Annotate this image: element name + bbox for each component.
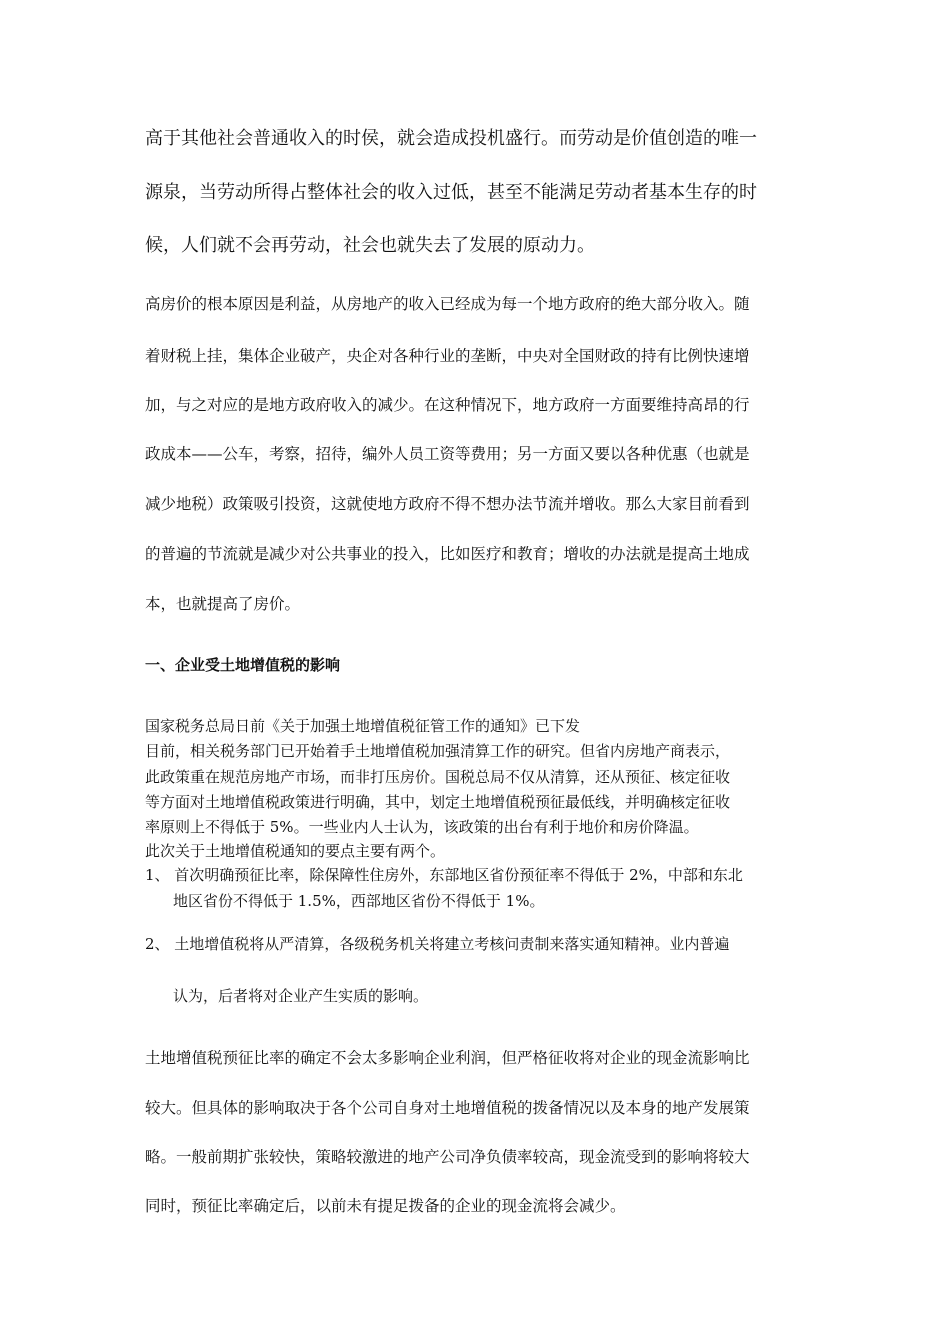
paragraph-line: 高于其他社会普通收入的时侯，就会造成投机盛行。而劳动是价值创造的唯一 (145, 128, 757, 149)
paragraph-line: 政成本——公车，考察，招待，编外人员工资等费用；另一方面又要以各种优惠（也就是 (145, 445, 750, 463)
paragraph-line: 等方面对土地增值税政策进行明确，其中，划定土地增值税预征最低线，并明确核定征收 (145, 793, 731, 811)
paragraph-line: 国家税务总局日前《关于加强土地增值税征管工作的通知》已下发 (145, 717, 581, 735)
paragraph-line: 减少地税）政策吸引投资，这就使地方政府不得不想办法节流并增收。那么大家目前看到 (145, 495, 750, 513)
paragraph-line: 此次关于土地增值税通知的要点主要有两个。 (145, 842, 446, 860)
paragraph-line: 本，也就提高了房价。 (145, 595, 301, 613)
section-heading: 一、企业受土地增值税的影响 (145, 656, 341, 674)
paragraph-line: 此政策重在规范房地产市场，而非打压房价。国税总局不仅从清算，还从预征、核定征收 (145, 768, 731, 786)
list-item-line: 2、 土地增值税将从严清算，各级税务机关将建立考核问责制来落实通知精神。业内普遍 (145, 935, 730, 953)
paragraph-line: 土地增值税预征比率的确定不会太多影响企业利润，但严格征收将对企业的现金流影响比 (145, 1049, 750, 1067)
list-item-line: 1、 首次明确预征比率，除保障性住房外，东部地区省份预征率不得低于 2%，中部和东北 (145, 866, 743, 884)
list-item-line: 认为，后者将对企业产生实质的影响。 (173, 987, 429, 1005)
paragraph-line: 着财税上挂，集体企业破产，央企对各种行业的垄断，中央对全国财政的持有比例快速增 (145, 347, 750, 365)
paragraph-line: 源泉，当劳动所得占整体社会的收入过低，甚至不能满足劳动者基本生存的时 (145, 182, 757, 203)
paragraph-line: 加，与之对应的是地方政府收入的减少。在这种情况下，地方政府一方面要维持高昂的行 (145, 396, 750, 414)
paragraph-line: 候，人们就不会再劳动，社会也就失去了发展的原动力。 (145, 235, 595, 256)
list-item-line: 地区省份不得低于 1.5%，西部地区省份不得低于 1%。 (173, 892, 545, 910)
paragraph-line: 高房价的根本原因是利益，从房地产的收入已经成为每一个地方政府的绝大部分收入。随 (145, 295, 750, 313)
paragraph-line: 同时，预征比率确定后，以前未有提足拨备的企业的现金流将会减少。 (145, 1197, 626, 1215)
paragraph-line: 率原则上不得低于 5%。一些业内人士认为，该政策的出台有利于地价和房价降温。 (145, 818, 699, 836)
paragraph-line: 目前，相关税务部门已开始着手土地增值税加强清算工作的研究。但省内房地产商表示， (145, 742, 731, 760)
paragraph-line: 略。一般前期扩张较快，策略较激进的地产公司净负债率较高，现金流受到的影响将较大 (145, 1148, 750, 1166)
paragraph-line: 较大。但具体的影响取决于各个公司自身对土地增值税的拨备情况以及本身的地产发展策 (145, 1099, 750, 1117)
paragraph-line: 的普遍的节流就是减少对公共事业的投入，比如医疗和教育；增收的办法就是提高土地成 (145, 545, 750, 563)
